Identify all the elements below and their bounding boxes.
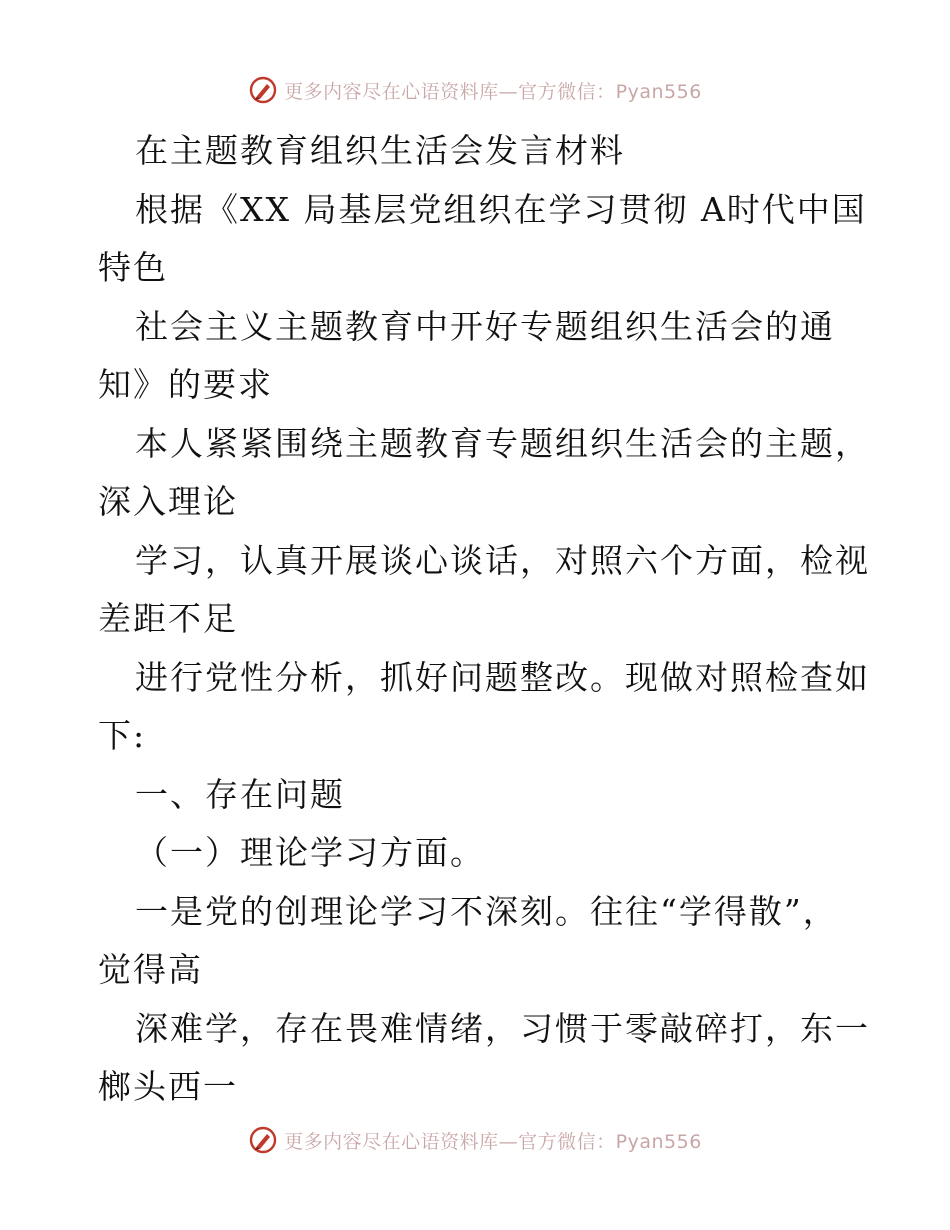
footer-watermark — [0, 1120, 950, 1160]
document-body — [98, 122, 870, 1117]
doc-title: 在主题教育组织生活会发言材料 — [135, 131, 625, 170]
paragraph-line: 特色 — [98, 248, 168, 287]
paragraph-line: 学习，认真开展谈心谈话，对照六个方面，检视 — [135, 540, 870, 580]
watermark-text: 更多内容尽在心语资料库—官方微信：Pyan556 — [284, 80, 702, 103]
paragraph-line: 下: — [98, 716, 147, 755]
paragraph-line: 社会主义主题教育中开好专题组织生活会的通 — [135, 306, 835, 346]
paragraph-line: 深难学，存在畏难情绪，习惯于零敲碎打，东一 — [135, 1008, 870, 1048]
paragraph-line: 差距不足 — [98, 599, 238, 638]
pen-logo-icon — [248, 1125, 278, 1155]
paragraph-line: 深入理论 — [98, 482, 238, 521]
wechat-id: Pyan556 — [615, 1130, 702, 1153]
paragraph-line: 一是党的创理论学习不深刻。往往“学得散”， — [135, 891, 838, 931]
paragraph-line: 榔头西一 — [98, 1067, 238, 1106]
paragraph-line: 进行党性分析，抓好问题整改。现做对照检查如 — [135, 657, 870, 697]
paragraph-line: 根据《XX 局基层党组织在学习贯彻 A时代中国 — [135, 189, 867, 229]
wechat-id: Pyan556 — [615, 80, 702, 103]
section-heading: 一、存在问题 — [135, 774, 345, 814]
pen-logo-icon — [248, 75, 278, 105]
watermark-text: 更多内容尽在心语资料库—官方微信：Pyan556 — [284, 1130, 702, 1153]
paragraph-line: 觉得高 — [98, 950, 203, 989]
subsection-heading: （一）理论学习方面。 — [135, 833, 485, 872]
header-watermark — [0, 70, 950, 110]
paragraph-line: 本人紧紧围绕主题教育专题组织生活会的主题， — [135, 423, 870, 463]
paragraph-line: 知》的要求 — [98, 365, 273, 404]
